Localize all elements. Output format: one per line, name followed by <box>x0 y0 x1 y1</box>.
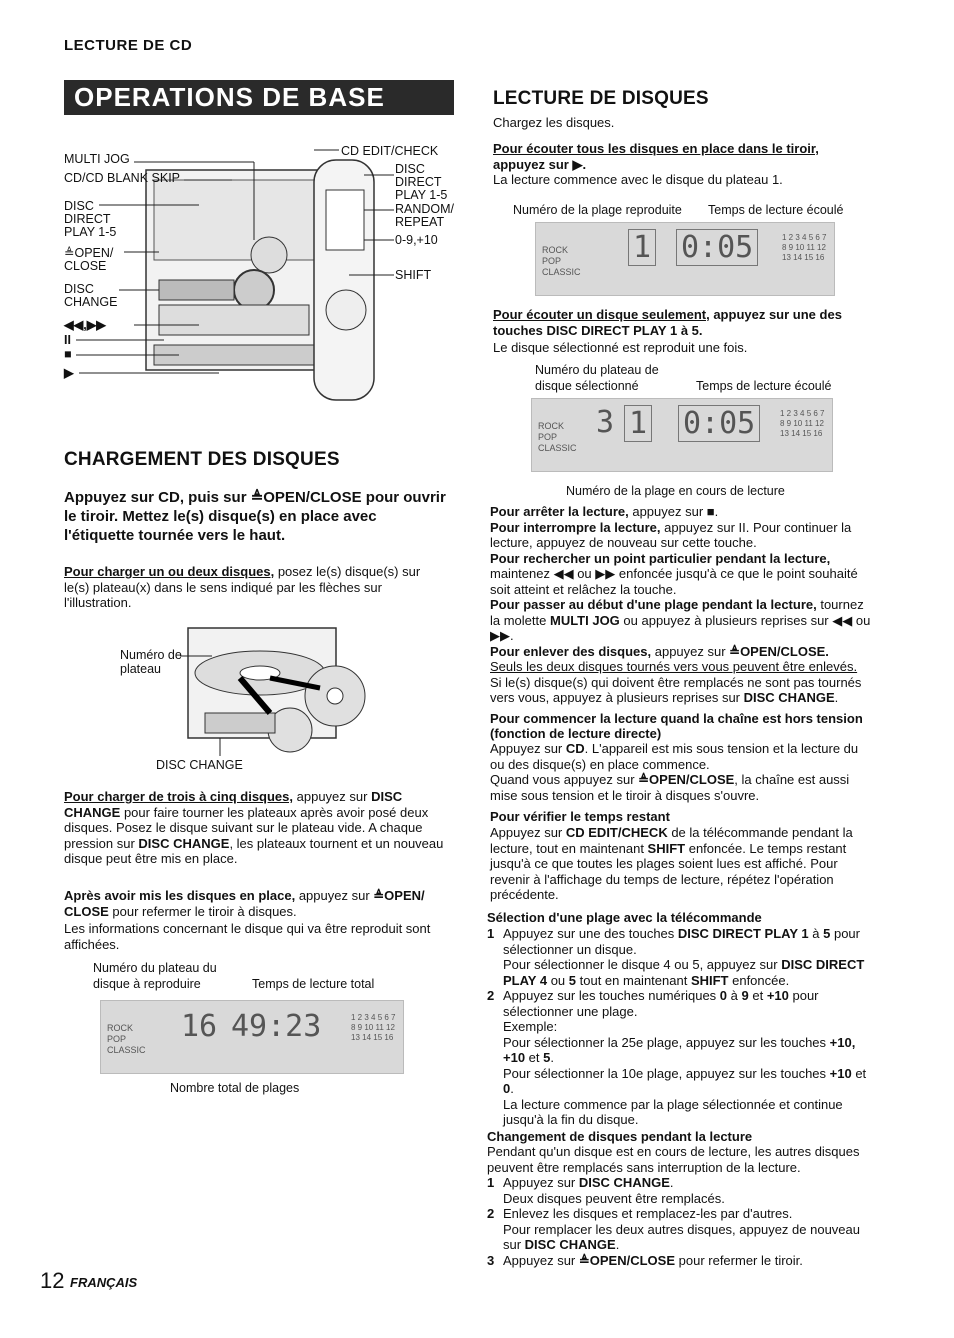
label-r-direct: DIRECT <box>395 175 442 189</box>
chg-1b: DISC CHANGE <box>578 1175 670 1190</box>
chargement-p2 <box>64 789 446 867</box>
chargement-title: CHARGEMENT DES DISQUES <box>64 449 340 470</box>
label-r-play: PLAY 1-5 <box>395 188 448 202</box>
page-number: 12 <box>40 1268 65 1293</box>
direct-a: Appuyez sur <box>490 741 566 756</box>
chg-title: Changement de disques pendant la lecture <box>487 1129 753 1144</box>
genre-classic-1: CLASSIC <box>542 267 581 277</box>
remove-b: Pour enlever des disques, <box>490 643 652 659</box>
op-remove-note: Seuls les deux disques tournés vers vous peuvent être enlevés. <box>490 659 858 674</box>
op-remove <box>490 644 872 660</box>
chargement-p3 <box>64 888 446 919</box>
lecture-intro: Chargez les disques. <box>493 115 615 130</box>
p2-b1: DISC CHANGE <box>64 789 403 820</box>
direct-b: CD <box>565 741 585 756</box>
direct-f: , la chaîne est aussi mise sous tension et le tiroir à disques s'ouvre. <box>490 772 850 803</box>
chg-1d: Deux disques peuvent être remplacés. <box>503 1190 725 1206</box>
p2-a: appuyez sur <box>293 789 372 804</box>
display-genres-1 <box>542 245 581 278</box>
chg-intro: Pendant qu'un disque est en cours de lecture, les autres disques peuvent être remplacés sans interruption de la lecture. <box>487 1144 860 1175</box>
label-skip-keys: ◀◀,▶▶ <box>64 318 106 332</box>
disp-digits-b: 49:23 <box>231 1009 322 1044</box>
chg-2c: DISC CHANGE <box>524 1237 616 1252</box>
p2-b2: DISC CHANGE <box>138 835 230 851</box>
direct-text <box>490 741 872 803</box>
lcd-display-total <box>100 1000 404 1074</box>
disp-label-b: disque à reproduire <box>93 977 201 991</box>
genre-rock-2: ROCK <box>538 421 565 431</box>
label-stop: ■ <box>64 347 72 361</box>
chg-step-3 <box>487 1253 872 1269</box>
sel-step-2 <box>487 988 872 1128</box>
chg-3a: Appuyez sur <box>503 1252 579 1268</box>
lecture-s2-text: Le disque sélectionné est reproduit une fois. <box>493 340 748 355</box>
label-plateau: plateau <box>120 662 162 676</box>
display-genres-2 <box>538 421 577 454</box>
verify-text <box>490 825 872 903</box>
sel-1f: Pour sélectionner le disque 4 ou 5, appuyez sur <box>503 957 782 972</box>
label-play: ▶ <box>64 366 74 380</box>
s1-underline: Pour écouter tous les disques en place dans le tiroir, <box>493 141 819 156</box>
chg-1c: . <box>669 1175 674 1190</box>
chg-step-2 <box>487 1206 872 1253</box>
lecture-ops <box>490 504 872 706</box>
s2-bold: appuyez sur une des touches DISC DIRECT PLAY 1 à 5. <box>493 307 842 338</box>
chargement-lead: Appuyez sur CD, puis sur ≜OPEN/CLOSE pour ouvrir le tiroir. Mettez le(s) disque(s) en place avec l'étiquette tournée vers le haut. <box>64 489 446 544</box>
d2-label-d: Numéro de la plage en cours de lecture <box>566 484 785 498</box>
p3-a: appuyez sur <box>295 888 374 903</box>
sel-ex2a: Pour sélectionner la 10e plage, appuyez sur les touches <box>503 1065 830 1081</box>
label-disc-2: DISC <box>64 282 94 296</box>
genre-pop-1: POP <box>542 256 562 266</box>
d1-label-b: Temps de lecture écoulé <box>708 203 844 217</box>
sel-1g: DISC DIRECT PLAY 4 <box>503 957 865 988</box>
chg-num-1: 1 <box>487 1175 495 1190</box>
d2-label-c: Temps de lecture écoulé <box>696 379 832 393</box>
chg-num-2: 2 <box>487 1206 495 1221</box>
sel-1i: 5 <box>568 972 577 988</box>
verify-d: SHIFT <box>647 840 686 856</box>
sel-1l: enfoncée. <box>728 972 790 988</box>
d2-label-b: disque sélectionné <box>535 379 639 393</box>
sel-steps <box>487 926 872 1128</box>
lecture-s2-head <box>493 307 875 338</box>
op-remove-more <box>490 675 872 706</box>
step-num-2: 2 <box>487 988 495 1003</box>
op-search <box>490 551 872 598</box>
device-diagram <box>64 140 454 420</box>
chg-3b: ≜OPEN/CLOSE <box>578 1252 676 1268</box>
chg-body <box>487 1144 872 1268</box>
label-random: RANDOM/ <box>395 202 455 216</box>
sel-1j: tout en maintenant <box>576 972 691 988</box>
verify-a: Appuyez sur <box>490 825 566 840</box>
lcd-display-direct <box>531 398 833 472</box>
p1-underline: Pour charger un ou deux disques, <box>64 564 275 579</box>
op-pause <box>490 520 872 551</box>
label-cd-edit-check: CD EDIT/CHECK <box>341 144 439 158</box>
sel-ex2b: +10 <box>829 1065 852 1081</box>
sel-ex: Exemple: <box>503 1019 558 1034</box>
stop-b: Pour arrêter la lecture, <box>490 504 629 519</box>
label-r-disc: DISC <box>395 162 425 176</box>
label-disc: DISC <box>64 199 94 213</box>
pause-b: Pour interrompre la lecture, <box>490 519 661 535</box>
verify-c: de la télécommande pendant la lecture, tout en maintenant <box>490 825 853 856</box>
p2-underline: Pour charger de trois à cinq disques, <box>64 789 294 804</box>
p3-b: Après avoir mis les disques en place, <box>64 888 296 903</box>
p2-c: pour faire tourner les plateaux après avoir posé deux disques. Posez le disque suivant sur le plateau vide. A chaque pression sur <box>64 804 429 851</box>
op-stop <box>490 504 872 520</box>
sel-ex1d: 5 <box>543 1050 551 1065</box>
label-direct: DIRECT <box>64 212 111 226</box>
chg-2b: Pour remplacer les deux autres disques, appuyez de nouveau sur <box>503 1221 860 1252</box>
chg-3c: pour refermer le tiroir. <box>675 1252 803 1268</box>
sel-ex2e: . <box>510 1081 514 1096</box>
display-genres <box>107 1023 146 1056</box>
chg-step-1 <box>487 1175 872 1206</box>
d2-digit-a: 3 <box>596 405 615 440</box>
chg-2d: . <box>615 1237 620 1252</box>
p3-c: pour refermer le tiroir à disques. <box>108 903 297 919</box>
label-pause: II <box>64 333 71 347</box>
label-blank-skip: CD/CD BLANK SKIP <box>64 171 181 185</box>
sel-title: Sélection d'une plage avec la télécommande <box>487 910 762 925</box>
label-disc-change: DISC CHANGE <box>156 758 243 772</box>
sel-ex1e: . <box>550 1050 554 1065</box>
genre-pop: POP <box>107 1034 127 1044</box>
label-play-1-5: PLAY 1-5 <box>64 225 117 239</box>
sel-ex1a: Pour sélectionner la 25e plage, appuyez sur les touches <box>503 1034 830 1050</box>
genre-classic: CLASSIC <box>107 1045 146 1055</box>
remove-b2: ≜OPEN/CLOSE. <box>729 643 829 659</box>
d2-digit-b: 1 <box>624 405 652 442</box>
verify-b: CD EDIT/CHECK <box>565 825 668 840</box>
label-numeric: 0-9,+10 <box>395 233 438 247</box>
d1-label-a: Numéro de la plage reproduite <box>513 203 682 217</box>
s2-underline: Pour écouter un disque seulement, <box>493 307 710 322</box>
section-tag: LECTURE DE CD <box>64 37 193 54</box>
stop-t: appuyez sur ■. <box>628 504 719 519</box>
genre-rock: ROCK <box>107 1023 134 1033</box>
genre-pop-2: POP <box>538 432 558 442</box>
skip-b2: MULTI JOG <box>549 612 620 628</box>
label-shift: SHIFT <box>395 268 432 282</box>
genre-rock-1: ROCK <box>542 245 569 255</box>
d1-digit-b: 0:05 <box>676 229 758 266</box>
label-close: CLOSE <box>64 259 107 273</box>
lecture-title: LECTURE DE DISQUES <box>493 88 709 109</box>
step-num-1: 1 <box>487 926 495 941</box>
lcd-display-play <box>535 222 835 296</box>
footer-language: FRANÇAIS <box>70 1275 138 1290</box>
sel-2a: Appuyez sur les touches numériques <box>503 988 720 1003</box>
label-numero-de: Numéro de <box>120 648 182 662</box>
sel-1k: SHIFT <box>690 972 729 988</box>
remove-b3: DISC CHANGE <box>743 690 835 705</box>
remove-c: Si le(s) disque(s) qui doivent être remplacés ne sont pas tournés vers vous, appuyez à plusieurs reprises sur <box>490 674 862 705</box>
skip-c: ou appuyez à plusieurs reprises sur ◀◀ ou ▶▶. <box>490 612 871 643</box>
pause-t: appuyez sur II. Pour continuer la lecture, appuyez de nouveau sur cette touche. <box>490 519 852 550</box>
sel-ex1c: et <box>525 1050 544 1065</box>
sel-1d: 5 <box>823 926 831 941</box>
sel-1b: DISC DIRECT PLAY 1 <box>677 926 809 941</box>
p2-d: , les plateaux tournent et un nouveau disque peut être mis en place. <box>64 835 444 866</box>
sel-ex2d: 0 <box>503 1081 511 1096</box>
d1-digit-a: 1 <box>628 229 656 266</box>
verify-e: enfoncée. Le temps restant jusqu'à ce que toutes les plages soient lues est affiché. Pour revenir à l'affichage du temps de lecture, répétez l'opération précédente. <box>490 840 847 902</box>
sel-2g: pour sélectionner une plage. <box>503 988 819 1019</box>
verify-title: Pour vérifier le temps restant <box>490 809 670 824</box>
sel-2c: à <box>727 988 742 1003</box>
d2-label-a: Numéro du plateau de <box>535 363 659 377</box>
lecture-s1-text: La lecture commence avec le disque du plateau 1. <box>493 172 783 187</box>
label-change: CHANGE <box>64 295 118 309</box>
chg-1a: Appuyez sur <box>503 1175 579 1190</box>
disp-label-c: Temps de lecture total <box>252 977 375 991</box>
skip-a: tournez la molette <box>490 597 864 628</box>
track-grid-1: 1 2 3 4 5 6 7 8 9 10 11 12 13 14 15 16 <box>782 233 827 262</box>
direct-c: . L'appareil est mis sous tension et la lecture du ou des disque(s) en place commence. <box>490 741 859 772</box>
genre-classic-2: CLASSIC <box>538 443 577 453</box>
label-open: ≜OPEN/ <box>64 246 114 260</box>
skip-b: Pour passer au début d'une plage pendant la lecture, <box>490 597 817 612</box>
remove-a: appuyez sur <box>651 643 730 659</box>
direct-e: ≜OPEN/CLOSE <box>638 772 735 787</box>
sel-2f: +10 <box>766 988 789 1003</box>
sel-step-1 <box>487 926 872 988</box>
label-repeat: REPEAT <box>395 215 445 229</box>
sel-end: La lecture commence par la plage sélectionnée et continue jusqu'à la fin du disque. <box>503 1096 843 1127</box>
s1-bold: appuyez sur ▶. <box>493 156 587 172</box>
search-b: Pour rechercher un point particulier pendant la lecture, <box>490 550 831 566</box>
disp-label-d: Nombre total de plages <box>170 1081 300 1095</box>
direct-title: Pour commencer la lecture quand la chaîne est hors tension (fonction de lecture directe) <box>490 711 863 741</box>
sel-1e: pour sélectionner un disque. <box>503 926 860 957</box>
sel-ex1b: +10, +10 <box>503 1034 856 1065</box>
track-grid-2: 1 2 3 4 5 6 7 8 9 10 11 12 13 14 15 16 <box>780 409 825 438</box>
page-banner: OPERATIONS DE BASE <box>64 80 454 115</box>
sel-2e: et <box>748 988 767 1003</box>
p1-text: posez le(s) disque(s) sur le(s) plateau(x) dans le sens indiqué par les flèches sur l'illustration. <box>64 564 421 610</box>
sel-1h: ou <box>547 972 569 988</box>
disp-label-a: Numéro du plateau du <box>93 961 217 975</box>
p3-b2: ≜OPEN/ CLOSE <box>64 888 425 919</box>
op-skip <box>490 597 872 644</box>
d2-digit-c: 0:05 <box>678 405 760 442</box>
sel-ex2c: et <box>851 1065 867 1081</box>
track-grid: 1 2 3 4 5 6 7 8 9 10 11 12 13 14 15 16 <box>351 1013 396 1042</box>
search-t: maintenez ◀◀ ou ▶▶ enfoncée jusqu'à ce que le point souhaité soit atteint et relâchez la touche. <box>490 566 858 597</box>
chg-num-3: 3 <box>487 1252 495 1268</box>
chg-2a: Enlevez les disques et remplacez-les par d'autres. <box>503 1206 793 1221</box>
chargement-p4: Les informations concernant le disque qui va être reproduit sont affichées. <box>64 921 431 952</box>
tray-figure <box>120 618 400 773</box>
direct-d: Quand vous appuyez sur <box>490 772 639 787</box>
label-multi-jog: MULTI JOG <box>64 152 130 166</box>
remove-d: . <box>834 690 839 705</box>
lecture-s1-head <box>493 141 873 172</box>
sel-2d: 9 <box>741 988 749 1003</box>
sel-1a: Appuyez sur une des touches <box>503 926 678 941</box>
disp-digits-a: 16 <box>181 1009 218 1044</box>
sel-2b: 0 <box>719 988 728 1003</box>
tray-illustration <box>120 618 400 773</box>
sel-1c: à <box>808 926 824 941</box>
chargement-p1 <box>64 564 446 611</box>
